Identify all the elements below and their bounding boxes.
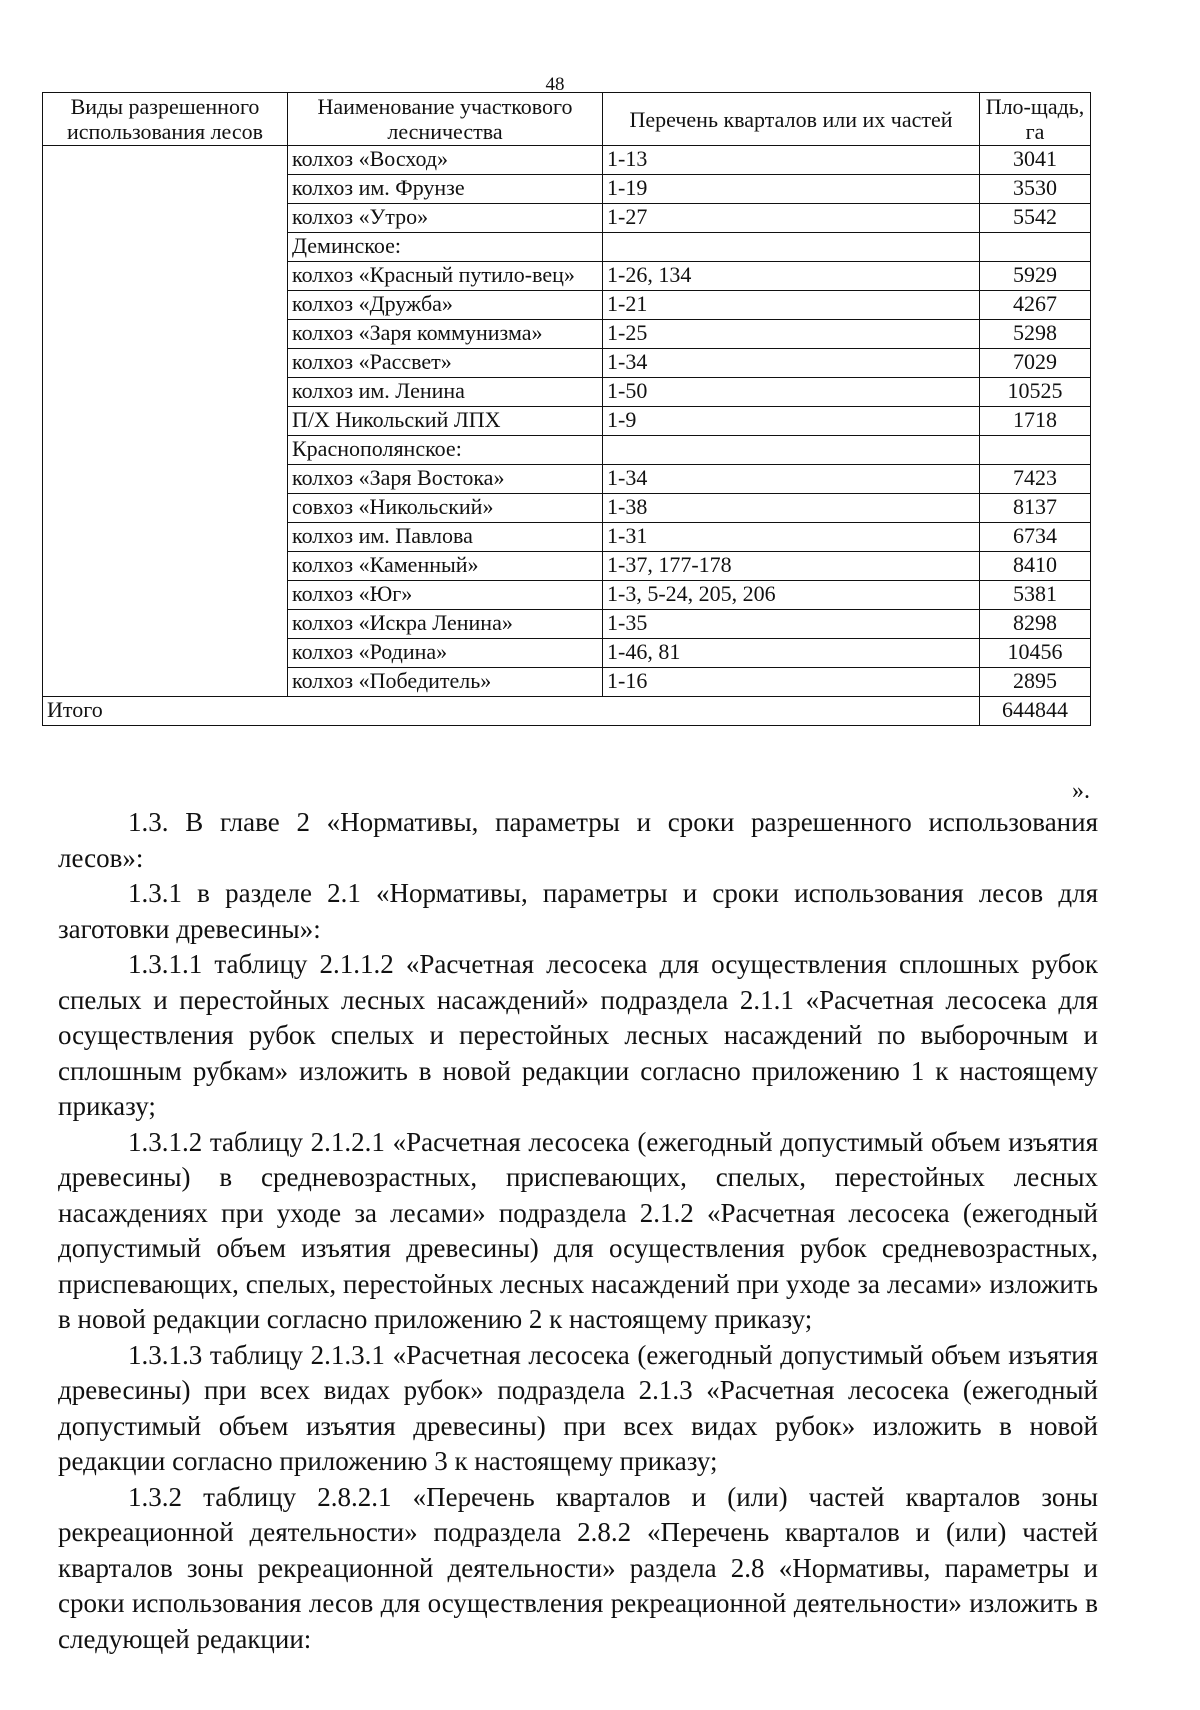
district-name-cell: колхоз «Рассвет»	[288, 349, 603, 378]
page-number: 48	[545, 74, 565, 95]
area-cell: 7029	[980, 349, 1091, 378]
area-cell: 8410	[980, 552, 1091, 581]
district-name-cell: колхоз «Красный путило-вец»	[288, 262, 603, 291]
area-cell: 4267	[980, 291, 1091, 320]
total-row	[43, 697, 1091, 726]
quarters-cell: 1-34	[603, 349, 980, 378]
table-row	[43, 146, 1091, 175]
quarters-cell: 1-21	[603, 291, 980, 320]
area-cell	[980, 436, 1091, 465]
district-name-cell: колхоз им. Павлова	[288, 523, 603, 552]
header-quarters-list: Перечень кварталов или их частей	[603, 93, 980, 146]
quarters-cell: 1-38	[603, 494, 980, 523]
district-name-cell: колхоз им. Фрунзе	[288, 175, 603, 204]
closing-quote: ».	[1072, 778, 1090, 804]
quarters-cell: 1-50	[603, 378, 980, 407]
quarters-cell: 1-46, 81	[603, 639, 980, 668]
total-label: Итого	[43, 697, 980, 726]
table-header-row	[43, 93, 1091, 146]
district-name-cell: колхоз «Юг»	[288, 581, 603, 610]
quarters-cell: 1-37, 177-178	[603, 552, 980, 581]
paragraph: 1.3. В главе 2 «Нормативы, параметры и сроки разрешенного использования лесов»:	[58, 807, 1098, 873]
use-type-cell	[43, 146, 288, 697]
quarters-cell: 1-13	[603, 146, 980, 175]
forest-use-table	[42, 92, 1091, 726]
header-use-type: Виды разрешенного использования лесов	[43, 93, 288, 146]
area-cell: 7423	[980, 465, 1091, 494]
area-cell: 2895	[980, 668, 1091, 697]
quarters-cell	[603, 436, 980, 465]
body-text	[58, 805, 1098, 1657]
area-cell: 8137	[980, 494, 1091, 523]
area-cell: 3041	[980, 146, 1091, 175]
district-name-cell: колхоз «Дружба»	[288, 291, 603, 320]
district-name-cell: колхоз «Каменный»	[288, 552, 603, 581]
header-area: Пло-щадь, га	[980, 93, 1091, 146]
area-cell: 6734	[980, 523, 1091, 552]
quarters-cell: 1-34	[603, 465, 980, 494]
quarters-cell: 1-35	[603, 610, 980, 639]
total-value: 644844	[980, 697, 1091, 726]
forest-use-table-wrapper	[42, 92, 1090, 726]
header-district-name: Наименование участкового лесничества	[288, 93, 603, 146]
district-name-cell: П/Х Никольский ЛПХ	[288, 407, 603, 436]
quarters-cell: 1-31	[603, 523, 980, 552]
district-name-cell: совхоз «Никольский»	[288, 494, 603, 523]
district-name-cell: колхоз им. Ленина	[288, 378, 603, 407]
paragraph: 1.3.2 таблицу 2.8.2.1 «Перечень кварталов и (или) частей кварталов зоны рекреационной деятельности» подраздела 2.8.2 «Перечень кварталов и (или) частей кварталов зоны рекреационной деятельности» раздела 2.8 «Нормативы, параметры и сроки использования лесов для осуществления рекреационной деятельности» изложить в следующей редакции:	[58, 1481, 1098, 1654]
area-cell: 5381	[980, 581, 1091, 610]
quarters-cell: 1-19	[603, 175, 980, 204]
quarters-cell: 1-25	[603, 320, 980, 349]
quarters-cell: 1-27	[603, 204, 980, 233]
area-cell: 5929	[980, 262, 1091, 291]
paragraph: 1.3.1.1 таблицу 2.1.1.2 «Расчетная лесосека для осуществления сплошных рубок спелых и перестойных лесных насаждений» подраздела 2.1.1 «Расчетная лесосека для осуществления рубок спелых и перестойных лесных насаждений по выборочным и сплошным рубкам» изложить в новой редакции согласно приложению 1 к настоящему приказу;	[58, 949, 1098, 1121]
district-name-cell: колхоз «Утро»	[288, 204, 603, 233]
district-name-cell: Краснополянское:	[288, 436, 603, 465]
quarters-cell	[603, 233, 980, 262]
quarters-cell: 1-26, 134	[603, 262, 980, 291]
area-cell: 3530	[980, 175, 1091, 204]
paragraph: 1.3.1.3 таблицу 2.1.3.1 «Расчетная лесосека (ежегодный допустимый объем изъятия древесины) при всех видах рубок» подраздела 2.1.3 «Расчетная лесосека (ежегодный допустимый объем изъятия древесины) при всех видах рубок» изложить в новой редакции согласно приложению 3 к настоящему приказу;	[58, 1339, 1098, 1476]
area-cell: 10456	[980, 639, 1091, 668]
area-cell: 1718	[980, 407, 1091, 436]
paragraph: 1.3.1.2 таблицу 2.1.2.1 «Расчетная лесосека (ежегодный допустимый объем изъятия древесины) в средневозрастных, приспевающих, спелых, перестойных лесных насаждениях при уходе за лесами» подраздела 2.1.2 «Расчетная лесосека (ежегодный допустимый объем изъятия древесины) для осуществления рубок средневозрастных, приспевающих, спелых, перестойных лесных насаждений при уходе за лесами» изложить в новой редакции согласно приложению 2 к настоящему приказу;	[58, 1126, 1098, 1334]
district-name-cell: колхоз «Заря коммунизма»	[288, 320, 603, 349]
district-name-cell: колхоз «Заря Востока»	[288, 465, 603, 494]
district-name-cell: колхоз «Восход»	[288, 146, 603, 175]
area-cell: 8298	[980, 610, 1091, 639]
quarters-cell: 1-16	[603, 668, 980, 697]
paragraph: 1.3.1 в разделе 2.1 «Нормативы, параметры и сроки использования лесов для заготовки древесины»:	[58, 878, 1098, 944]
district-name-cell: колхоз «Победитель»	[288, 668, 603, 697]
area-cell: 5298	[980, 320, 1091, 349]
quarters-cell: 1-3, 5-24, 205, 206	[603, 581, 980, 610]
district-name-cell: Деминское:	[288, 233, 603, 262]
area-cell: 5542	[980, 204, 1091, 233]
district-name-cell: колхоз «Искра Ленина»	[288, 610, 603, 639]
district-name-cell: колхоз «Родина»	[288, 639, 603, 668]
area-cell	[980, 233, 1091, 262]
area-cell: 10525	[980, 378, 1091, 407]
table-body	[43, 146, 1091, 726]
quarters-cell: 1-9	[603, 407, 980, 436]
